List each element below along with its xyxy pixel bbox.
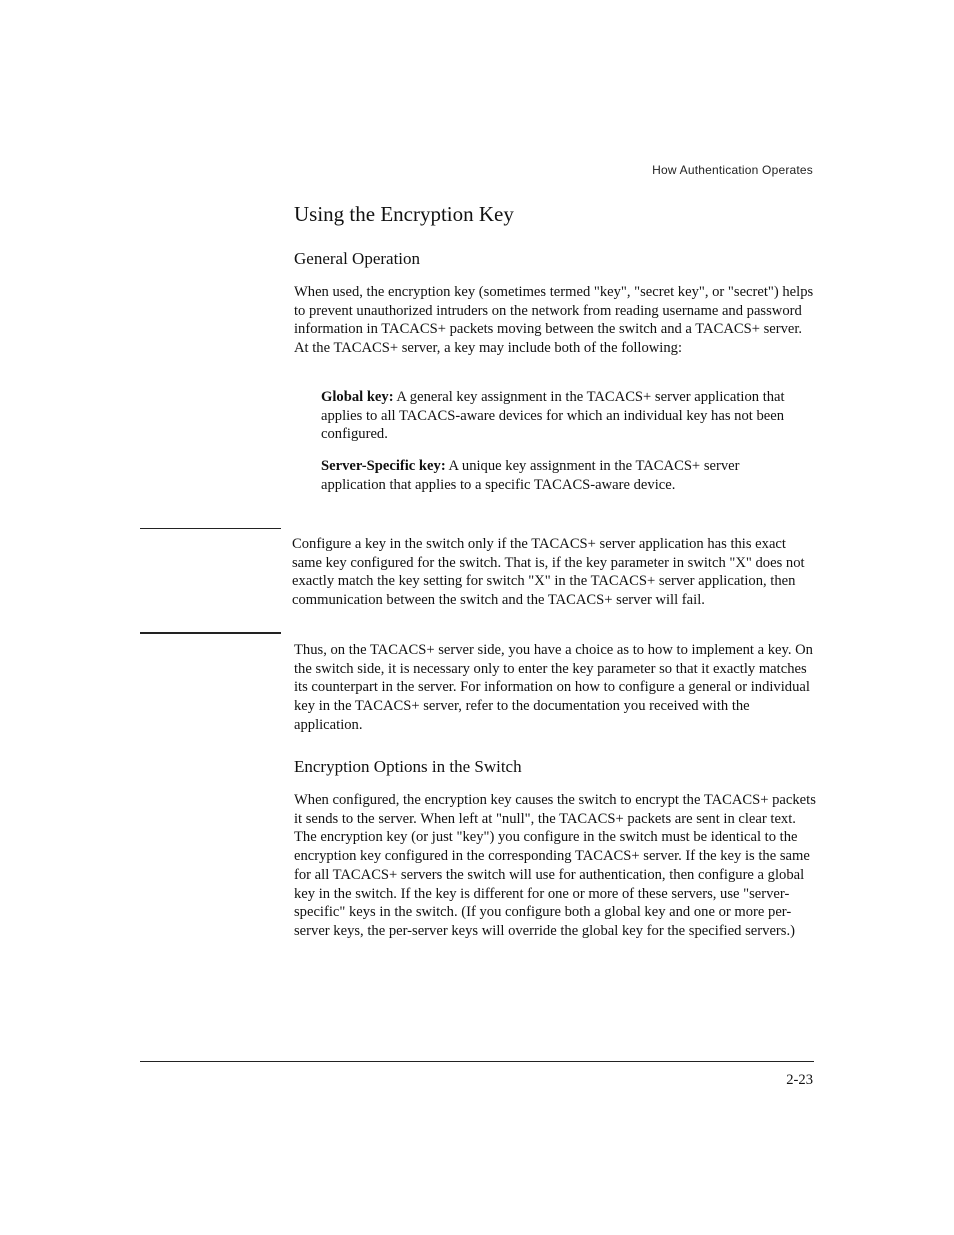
definition-term: Global key: (321, 389, 394, 405)
general-operation-heading: General Operation (294, 249, 421, 268)
definition-term: Server-Specific key: (321, 458, 446, 474)
definition-server-specific-key (321, 457, 791, 494)
note-bottom-rule (140, 632, 281, 634)
running-header: How Authentication Operates (652, 163, 813, 177)
general-operation-intro: When used, the encryption key (sometimes termed "key", "secret key", or "secret") helps to prevent unauthorized intruders on the network from reading username and password information in TACACS+ packets moving between the switch and a TACACS+ server. At the TACACS+ server, a key may include both of the following: (294, 284, 814, 357)
page-number: 2-23 (786, 1072, 813, 1088)
section-title: Using the Encryption Key (294, 202, 514, 226)
note-top-rule (140, 528, 281, 529)
note-text: Configure a key in the switch only if the TACACS+ server application has this exact same key configured for the switch. That is, if the key parameter in switch "X" does not exactly match the key setting for switch "X" in the TACACS+ server application, then communication between the switch and the TACACS+ server will fail. (292, 536, 805, 609)
definition-text: A general key assignment in the TACACS+ server application that applies to all TACACS-aware devices for which an individual key has not been configured. (321, 389, 785, 443)
definition-global-key (321, 388, 791, 444)
followup-paragraph: Thus, on the TACACS+ server side, you have a choice as to how to implement a key. On the switch side, it is necessary only to enter the key parameter so that it exactly matches its counterpart in the server. For information on how to configure a general or individual key in the TACACS+ server, refer to the documentation you received with the application. (294, 642, 813, 733)
encryption-options-body: When configured, the encryption key causes the switch to encrypt the TACACS+ packets it sends to the server. When left at "null", the TACACS+ packets are sent in clear text. The encryption key (or just "key") you configure in the switch must be identical to the encryption key configured in the corresponding TACACS+ server. If the key is the same for all TACACS+ servers the switch will use for authentication, then configure a global key in the switch. If the key is different for one or more of these servers, use "server-specific" keys in the switch. (If you configure both a global key and one or more per-server keys, the per-server keys will override the global key for the specified servers.) (294, 792, 816, 939)
encryption-options-heading: Encryption Options in the Switch (294, 757, 522, 776)
footer-rule (140, 1061, 814, 1062)
definition-text: A unique key assignment in the TACACS+ server application that applies to a specific TACACS-aware device. (321, 458, 740, 493)
